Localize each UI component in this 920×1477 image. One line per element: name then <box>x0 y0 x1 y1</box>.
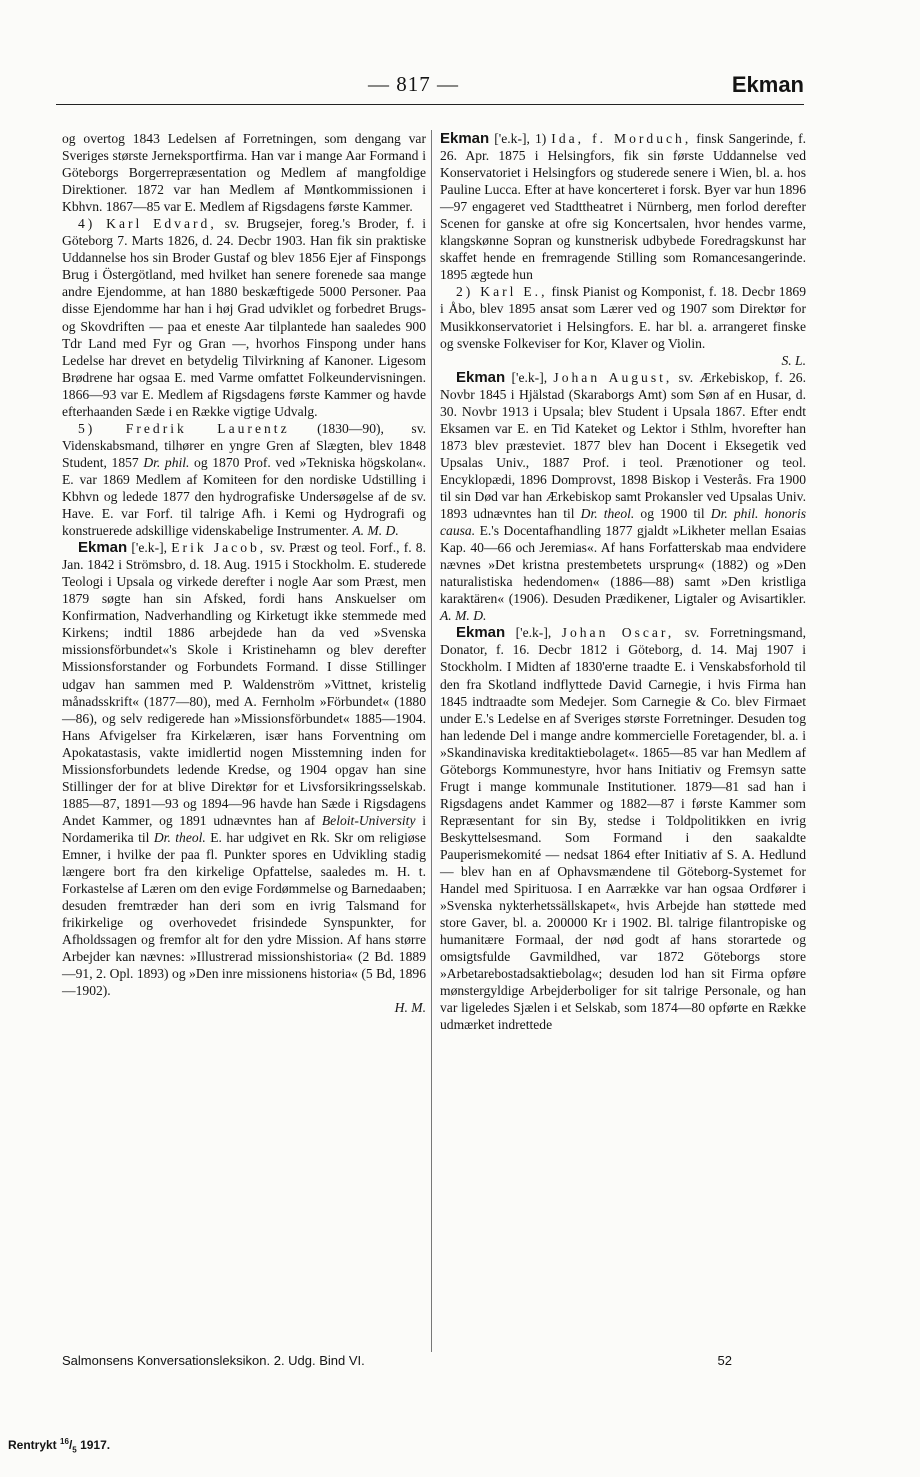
headword: Ekman <box>456 624 506 642</box>
headword: Ekman <box>78 539 128 557</box>
publication-title: Salmonsens Konversationsleksikon. 2. Udg. Bind VI. <box>62 1353 365 1368</box>
pronunciation: ['e.k-], <box>131 540 168 556</box>
person-name: Erik Jacob, <box>171 540 267 556</box>
entry-johan-august: Ekman ['e.k-], Johan August, sv. Ærkebiskop, f. 26. Novbr 1845 i Hjälstad (Skaraborgs Amt) som Søn af en Husar, d. 30. Novbr 1913 i Upsala; blev Student i Upsala 1867. Efter endt Eksamen var E. en Tid Kateket og Lektor i Sthlm, hvorefter han 1873 blev præsteviet. 1877 blev han Docent i Eksegetik ved Upsalas Univ., 1887 Prof. i teol. Prænotioner og teol. Encyklopædi, 1896 Domprovst, 1898 Biskop i Vesterås. Fra 1900 til sin Død var han Ærkebiskop samt Prokansler ved Upsalas Univ. 1893 udnævntes han til Dr. theol. og 1900 til Dr. phil. honoris causa. E.'s Docentafhandling 1877 gjaldt »Likheter mellan Esaias Kap. 40—66 och Jeremias«. Af hans Forfatterskab maa endvidere nævnes »Det kristna prestembetets ursprung« (1882) og »Den naturalistiska hedendomen« (1886—88) samt »Den kristliga karaktären« (1906). Desuden Prædikener, Ligtaler og Avisartikler. A. M. D. <box>440 368 807 624</box>
headword: Ekman <box>456 368 506 386</box>
person-name: Johan August, <box>553 369 673 385</box>
page-number: — 817 — <box>368 72 459 96</box>
header-rule <box>56 104 804 105</box>
left-column <box>62 130 426 1016</box>
person-name: Johan Oscar, <box>561 625 675 641</box>
entry-fredrik-laurentz: 5) Fredrik Laurentz (1830—90), sv. Videnskabsmand, tilhører en yngre Gren af Slægten, blev 1848 Student, 1857 Dr. phil. og 1870 Prof. ved »Tekniska högskolan«. E. var 1869 Medlem af Komiteen for den nordiske Udstilling i Kbhvn og ledede 1877 den hydrografiske Undersøgelse af de sv. Have. E. var Forf. til talrige Afh. i Kemi og Hydrografi og konstruerede adskillige videnskabelige Instrumenter. A. M. D. <box>62 420 426 539</box>
running-head: Ekman <box>731 72 804 97</box>
entry-karl-e: 2) Karl E., finsk Pianist og Komponist, f. 18. Decbr 1869 i Åbo, blev 1895 ansat som Lærer ved og 1907 som Direktør for Musikkonservatoriet i Helsingfors. E. har bl. a. arrangeret finske og svenske Folkeviser for Kor, Klaver og Violin. S. L. <box>440 284 806 368</box>
pronunciation: ['e.k-], <box>511 369 548 385</box>
author-signature: H. M. <box>394 1000 426 1016</box>
person-name: 5) Fredrik Laurentz <box>78 420 290 436</box>
author-signature: A. M. D. <box>440 608 487 624</box>
page-header <box>56 70 804 102</box>
page-footer <box>62 1353 804 1368</box>
pronunciation: ['e.k-], <box>494 131 530 146</box>
author-signature: S. L. <box>781 352 806 368</box>
person-name: 4) Karl Edvard, <box>78 216 217 232</box>
entry-ida: Ekman ['e.k-], 1) Ida, f. Morduch, finsk Sangerinde, f. 26. Apr. 1875 i Helsingfors, fik sin første Uddannelse ved Konservatoriet i Helsingfors og studerede senere i Wien, bl. a. hos Pauline Lucca. Efter at have koncerteret i forsk. Byer var hun 1896—97 engageret ved Stadttheatret i Nürnberg, men forlod derefter Scenen for ganske at ofre sig Koncertsalen, hvor hendes varme, klangskønne Sopran og kunstnerisk udbybede Foredragskunst har skaffet hende en fremragende Stilling som Romancesangerinde. 1895 ægtede hun <box>440 130 807 283</box>
entry-karl-edvard: 4) Karl Edvard, sv. Brugsejer, foreg.'s Broder, f. i Göteborg 7. Marts 1826, d. 24. Decbr 1903. Han fik sin praktiske Uddannelse hos sin Broder Gustaf og blev 1856 Ejer af Finspongs Brug i Östergötland, med hvilket han senere forenede saa mange andre Ejendomme, at han 1880 beskæftigede 5000 Personer. Paa disse Ejendomme har han i høj Grad udviklet og forbedret Brugs- og Skovdriften — paa et eneste Aar tilplantede han saaledes 900 Tdr Land med Fyr og Gran —, hvorhos Finspong under hans Ledelse har drevet en betydelig Tilvirkning af Kanoner. Ligesom Brødrene har ogsaa E. med Varme omfattet Folkeundervisningen. 1866—93 var E. Medlem af Rigsdagens første Kammer og havde efterhaanden Sæde i en Række vigtige Udvalg. <box>62 216 427 419</box>
paragraph-continuation: og overtog 1843 Ledelsen af Forretningen, som dengang var Sveriges største Jerneksportfirma. Han var i mange Aar Formand i Göteborgs Borgerrepræsentation og Medlem af mangfoldige Direktioner. 1872 var han Medlem af Møntkommissionen i Kbhvn. 1867—85 var E. Medlem af Rigsdagens første Kammer. <box>62 131 426 215</box>
pronunciation: ['e.k-], <box>515 625 552 641</box>
author-signature: A. M. D. <box>352 523 399 539</box>
entry-erik-jacob: Ekman ['e.k-], Erik Jacob, sv. Præst og teol. Forf., f. 8. Jan. 1842 i Strömsbro, d. 18. Aug. 1915 i Stockholm. E. studerede Teologi i Upsala og virkede derefter i nogle Aar som Præst, men 1879 søgte han sin Afsked, fordi hans Anskuelser om Konfirmation, Nadverhandling og Kirketugt ikke stemmede med Kirkens; indtil 1886 arbejdede han da ved »Svenska missionsförbundet«'s Skole i Kristinehamn og blev derefter Missionsforstander og Forbundets Formand. I disse Stillinger udgav han sammen med P. Waldenström »Vittnet, kristelig månadsskrift« (1877—80), med A. Fernholm »Förbundet« (1880—86), og selv redigerede han »Missionsförbundet« 1885—1904. Hans Afvigelser fra Kirkelæren, især hans Forventning om Apokatastasis, vakte imidlertid nogen Misstemning inden for Missionsforbundets ledende Kredse, og 1904 opgav han sine Stillinger der for at blive Direktør for et Livsforsikringsselskab. 1885—87, 1891—93 og 1894—96 havde han Sæde i Rigsdagens Andet Kammer, og 1891 udnævntes han af Beloit-University i Nordamerika til Dr. theol. E. har udgivet en Rk. Skr om religiøse Emner, i hvilke der paa fl. Punkter spores en Udvikling stadig længere bort fra den kirkelige Opfattelse, saaledes m. H. t. Forkastelse af Læren om den evige Fordømmelse og Barnedaaben; desuden fremtræder han deri som en ivrig Talsmand for frikirkelige og overhovedet frisindede Synspunkter, for Afholdssagen og fremfor alt for den ydre Mission. Af hans større Arbejder kan nævnes: »Illustrerad missionshistoria« (2 Bd. 1889—91, 2. Opl. 1893) og »Den inre missionens historia« (5 Bd, 1896—1902). H. M. <box>62 539 427 1016</box>
entry-johan-oscar: Ekman ['e.k-], Johan Oscar, sv. Forretningsmand, Donator, f. 16. Decbr 1812 i Göteborg, d. 14. Maj 1907 i Stockholm. I Midten af 1830'erne traadte E. i Venskabsforhold til den fra Skotland indflyttede David Carnegie, i hvis Firma han 1845 indtraadte som Medejer. Som Carnegie & Co. blev Firmaet under E.'s Ledelse en af Sveriges største Forretninger. Desuden tog han ledende Del i mange andre kommercielle Foretagender, bl. a. i »Skandinaviska kreditaktiebolaget«. 1865—85 var han Medlem af Göteborgs Kommunestyre, hvor hans Initiativ og Fremsyn satte Frugt i mange kommunale Institutioner. 1879—81 sad han i Rigsdagens andet Kammer og 1882—87 i første Kammer som Repræsentant for sin By, stedse i Toldpolitikken en ivrig Beskyttelsesmand. Som Formand i den saakaldte Pauperismekomité — nedsat 1864 efter Initiativ af S. A. Hedlund — blev han en af Ophavsmændene til Göteborg-Systemet for Handel med Spirituosa. I en Aarrække var han ogsaa Ordfører i »Svenska nykterhetssällskapet«, hvis Arbejde han støttede med store Gaver, bl. a. 200000 Kr i 1902. Bl. talrige filantropiske og humanitære Formaal, der nød godt af hans storartede og omsigtsfulde Gavmildhed, var 1872 Göteborgs store »Arbetarebostadsaktiebolag«; desuden lod han sit Firma opføre mønstergyldige Arbejderboliger for sit talrige Personale, og han var ligeledes Sjælen i et Selskab, som 1874—80 opførte en Række udmærket indrettede <box>440 624 806 1033</box>
person-name: Ida, f. Morduch, <box>551 131 692 146</box>
reprint-note: Rentrykt $^{16}/_5$ 1917. <box>8 1437 111 1455</box>
headword: Ekman <box>440 130 490 147</box>
person-name: 2) Karl E., <box>456 284 548 300</box>
column-divider <box>431 130 432 1352</box>
right-column <box>440 130 806 1033</box>
sheet-number: 52 <box>717 1353 732 1368</box>
